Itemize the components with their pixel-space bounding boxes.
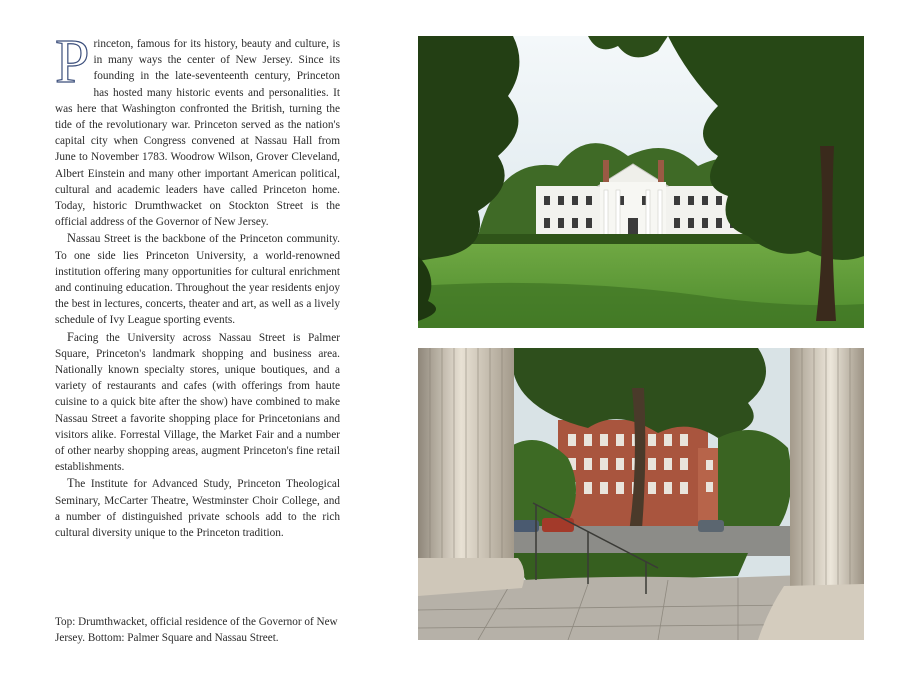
paragraph-2-text: assau Street is the backbone of the Princeton community. To one side lies Princeton University, a world-renowned institution offering many opportunities for cultural enrichment and continuing education. Throughout the year residents enjoy the best in lectures, concerts, theater and art, as well as a lively schedule of Ivy League sporting events.	[55, 233, 340, 327]
photo-palmer-square	[418, 348, 864, 640]
paragraph-4-lead: T	[67, 476, 75, 491]
photo-caption: Top: Drumthwacket, official residence of the Governor of New Jersey. Bottom: Palmer Square and Nassau Street.	[55, 616, 338, 644]
article-body	[55, 28, 340, 541]
paragraph-1	[55, 28, 340, 230]
paragraph-4-text: he Institute for Advanced Study, Princeton Theological Seminary, McCarter Theatre, Westminster Choir College, and a number of distinguished private schools add to the rich cultural diversity unique to the Princeton tradition.	[55, 478, 340, 540]
drumthwacket-illustration	[418, 36, 864, 328]
paragraph-1-text: rinceton, famous for its history, beauty and culture, is in many ways the center of New Jersey. Since its founding in the late-seventeenth century, Princeton has hosted many historic events and personalities. It was here that Washington confronted the British, turning the tide of the revolutionary war. Princeton served as the nation's capital city when Congress convened at Nassau Hall from June to November 1783. Woodrow Wilson, Grover Cleveland, Albert Einstein and many other important American political, cultural and academic leaders have called Princeton home. Today, historic Drumthwacket on Stockton Street is the official address of the Governor of New Jersey.	[55, 38, 340, 229]
paragraph-3-lead: F	[67, 329, 74, 344]
paragraph-3	[55, 329, 340, 476]
paragraph-2-lead: N	[67, 231, 76, 246]
paragraph-4	[55, 475, 340, 541]
paragraph-2	[55, 230, 340, 328]
palmer-square-illustration	[418, 348, 864, 640]
right-street-tree	[718, 430, 791, 528]
drop-cap: P	[55, 28, 90, 96]
left-column	[418, 348, 524, 596]
photo-drumthwacket	[418, 36, 864, 328]
paragraph-3-text: acing the University across Nassau Street is Palmer Square, Princeton's landmark shopping and business area. Nationally known specialty stores, unique boutiques, and a variety of restaurants and cafes (with offerings from haute cuisine to a quick bite after the show) have combined to make Nassau Street a favorite shopping place for Princetonians and visitors alike. Forrestal Village, the Market Fair and a number of other nearby shopping areas, augment Princeton's fine retail establishments.	[55, 331, 340, 474]
